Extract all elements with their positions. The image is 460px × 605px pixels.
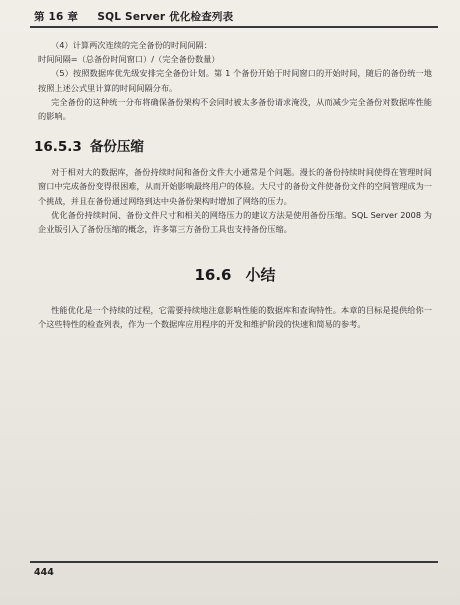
chapter-title: SQL Server 优化检查列表: [97, 11, 234, 23]
paragraph-item5: （5）按照数据库优先级安排完全备份计划。第 1 个备份开始于时间窗口的开始时间，随后的备份统一地按照上述公式里计算的时间间隔分布。: [38, 68, 432, 93]
section-title: 备份压缩: [89, 139, 144, 156]
paragraph-compression-1: 对于相对大的数据库，备份持续时间和备份文件大小通常是个问题。漫长的备份持续时间使得在管理时间窗口中完成备份变得很困难，从而开始影响最终用户的体验。大尺寸的备份文件使备份文件的空间管理成为一个挑战，并且在备份通过网络到达中央备份架构时增加了网络的压力。: [38, 167, 432, 206]
section-heading: [34, 135, 432, 155]
summary-heading: [38, 264, 432, 285]
chapter-label: 第 16 章: [34, 11, 79, 23]
summary-number: 16.6: [194, 266, 232, 285]
section-number: 16.5.3: [34, 139, 82, 156]
paragraph-formula: 时间间隔=（总备份时间窗口）/（完全备份数量）: [38, 54, 220, 65]
paragraph-summary: 性能优化是一个持续的过程，它需要持续地注意影响性能的数据库和查询特性。本章的目标是提供给你一个这些特性的检查列表，作为一个数据库应用程序的开发和维护阶段的快速和简易的参考。: [38, 305, 432, 330]
page-content: [34, 38, 432, 332]
summary-title: 小结: [245, 266, 276, 285]
footer-rule: [30, 561, 438, 563]
paragraph-item4: （4）计算两次连续的完全备份的时间间隔：: [51, 40, 212, 50]
paragraph-compression-2: 优化备份持续时间、备份文件尺寸和相关的网络压力的建议方法是使用备份压缩。SQL Server 2008 为企业版引入了备份压缩的概念，许多第三方备份工具也支持备份压缩。: [38, 209, 432, 235]
paragraph-note: 完全备份的这种统一分布将确保备份架构不会同时被太多备份请求淹没，从而减少完全备份对数据库性能的影响。: [38, 96, 432, 122]
header-rule: [30, 26, 438, 28]
page-number: 444: [34, 567, 54, 578]
running-header: [34, 9, 430, 24]
